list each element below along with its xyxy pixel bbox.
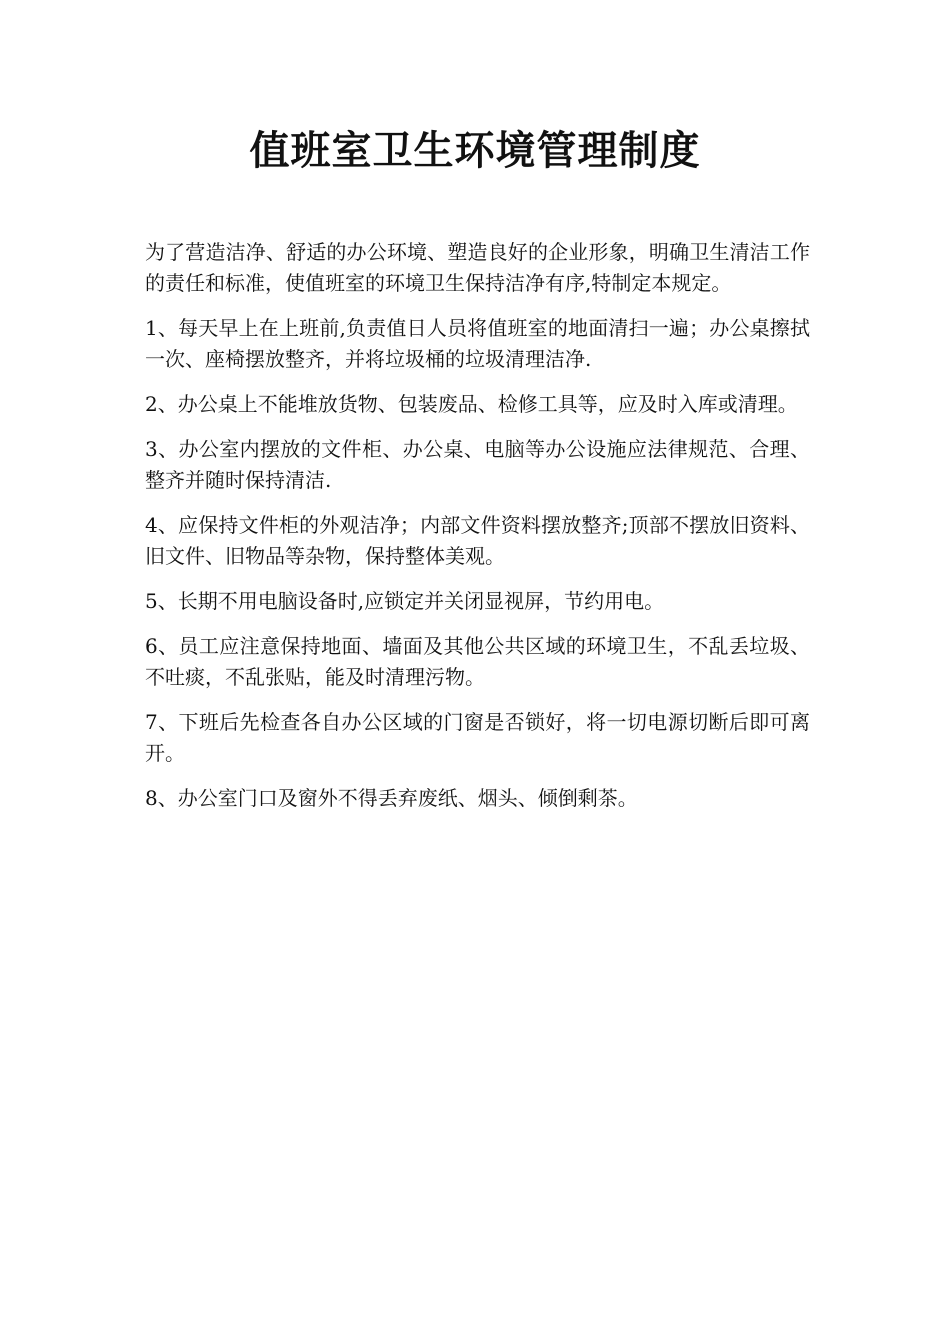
rule-item-5: 5、长期不用电脑设备时,应锁定并关闭显视屏，节约用电。 [145,589,665,613]
rule-item-1: 1、每天早上在上班前,负责值日人员将值班室的地面清扫一遍；办公桌擦拭一次、座椅摆放整齐，并将垃圾桶的垃圾清理洁净. [145,316,810,371]
rule-item-8: 8、办公室门口及窗外不得丢弃废纸、烟头、倾倒剩茶。 [145,786,638,810]
intro-paragraph: 为了营造洁净、舒适的办公环境、塑造良好的企业形象，明确卫生清洁工作的责任和标准，使值班室的环境卫生保持洁净有序,特制定本规定。 [145,240,810,295]
rule-item-4: 4、应保持文件柜的外观洁净；内部文件资料摆放整齐;顶部不摆放旧资料、旧文件、旧物品等杂物，保持整体美观。 [145,513,810,568]
rule-item-6: 6、员工应注意保持地面、墙面及其他公共区域的环境卫生，不乱丢垃圾、不吐痰，不乱张贴，能及时清理污物。 [145,634,810,689]
rule-item-3: 3、办公室内摆放的文件柜、办公桌、电脑等办公设施应法律规范、合理、整齐并随时保持清洁. [145,437,810,492]
document-body [145,237,810,828]
rule-item-7: 7、下班后先检查各自办公区域的门窗是否锁好，将一切电源切断后即可离开。 [145,710,810,765]
page-title: 值班室卫生环境管理制度 [249,128,701,174]
rule-item-2: 2、办公桌上不能堆放货物、包装废品、检修工具等，应及时入库或清理。 [145,392,798,416]
